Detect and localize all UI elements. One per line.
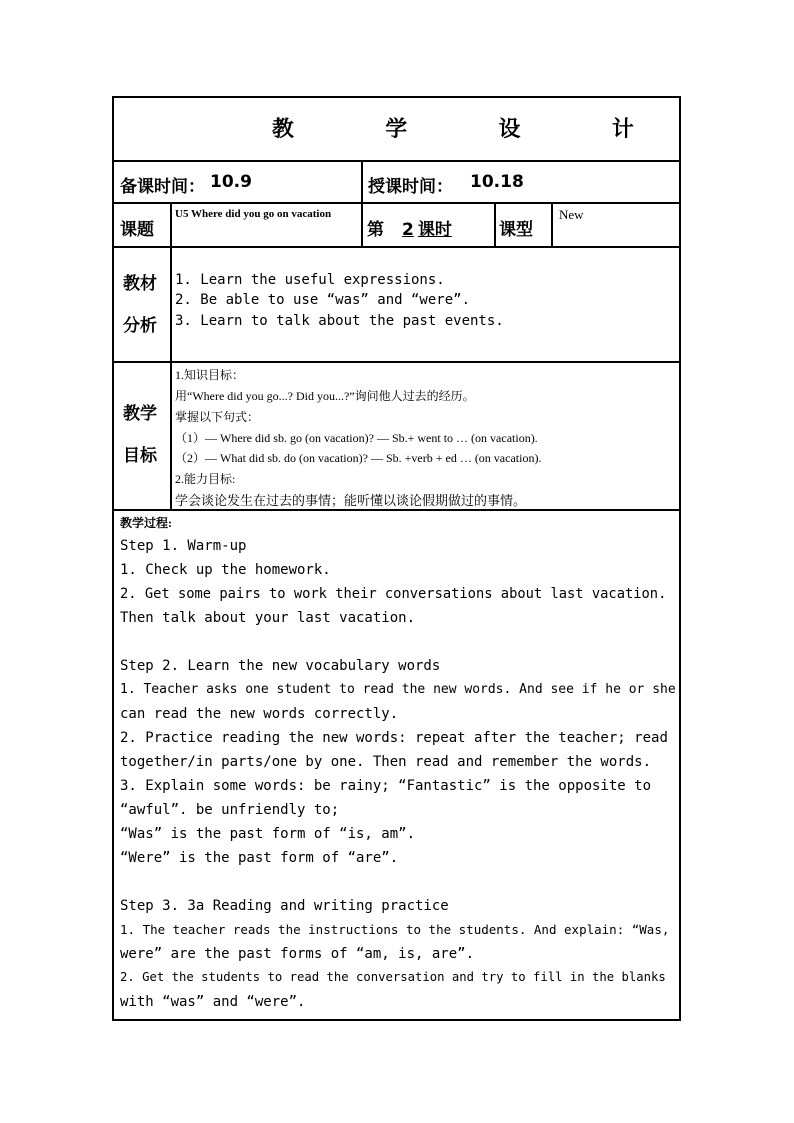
prep-time-label: 备课时间： [120,177,205,197]
period-suffix: 课时 [417,220,452,240]
materials-line: 1. Learn the useful expressions. [175,272,445,288]
process-line: 1. Check up the homework. [120,562,331,578]
teach-time-value: 10.18 [470,172,524,192]
process-line: Step 2. Learn the new vocabulary words [120,658,441,674]
period-label [367,215,452,240]
materials-label-1: 教材 [123,274,157,294]
lesson-type-label: 课型 [499,220,533,240]
process-line: were” are the past forms of “am, is, are”. [120,946,475,962]
objectives-line: 用“Where did you go...? Did you...?”询问他人过去的经历。 [175,389,475,403]
divider [551,202,553,246]
objectives-label-2: 目标 [123,446,157,466]
process-line: 2. Get some pairs to work their conversations about last vacation. [120,586,667,602]
objectives-line: 1.知识目标： [175,368,245,382]
divider [114,361,679,363]
process-line: Then talk about your last vacation. [120,610,416,626]
objectives-line: （2）— What did sb. do (on vacation)? — Sb. +verb + ed … (on vacation). [175,451,542,465]
process-line: “Was” is the past form of “is, am”. [120,826,416,842]
process-line: with “was” and “were”. [120,994,306,1010]
objectives-line: 掌握以下句式： [175,410,260,424]
objectives-line: 学会谈论发生在过去的事情；能听懂以谈论假期做过的事情。 [175,493,527,508]
prep-time-value: 10.9 [210,172,252,192]
materials-label-2: 分析 [123,316,157,336]
process-line: together/in parts/one by one. Then read and remember the words. [120,754,652,770]
process-line: Step 1. Warm-up [120,538,247,554]
divider [114,202,679,204]
objectives-line: 2.能力目标: [175,472,236,486]
process-line: 2. Practice reading the new words: repeat after the teacher; read [120,730,668,746]
lesson-type-value: New [559,207,584,222]
page-title: 教 学 设 计 [272,117,676,142]
materials-line: 3. Learn to talk about the past events. [175,313,504,329]
divider [114,160,679,162]
divider [361,160,363,246]
process-line: “Were” is the past form of “are”. [120,850,399,866]
process-label: 教学过程: [120,516,172,530]
process-line: Step 3. 3a Reading and writing practice [120,898,449,914]
topic-value: U5 Where did you go on vacation [175,208,332,220]
period-prefix: 第 [367,220,384,240]
process-line: 2. Get the students to read the conversation and try to fill in the blanks [120,970,666,984]
divider [114,246,679,248]
divider [170,202,172,509]
process-line: 1. The teacher reads the instructions to the students. And explain: “Was, [120,922,670,937]
process-line: 3. Explain some words: be rainy; “Fantastic” is the opposite to [120,778,652,794]
period-number: 2 [402,220,414,240]
objectives-label-1: 教学 [123,404,157,424]
objectives-line: （1）— Where did sb. go (on vacation)? — Sb.+ went to … (on vacation). [175,431,538,445]
divider [114,509,679,511]
process-line: 1. Teacher asks one student to read the new words. And see if he or she [120,682,676,697]
divider [494,202,496,246]
materials-line: 2. Be able to use “was” and “were”. [175,292,471,308]
process-line: can read the new words correctly. [120,706,399,722]
process-line: “awful”. be unfriendly to; [120,802,340,818]
topic-label: 课题 [120,220,154,240]
teach-time-label: 授课时间： [368,177,453,197]
